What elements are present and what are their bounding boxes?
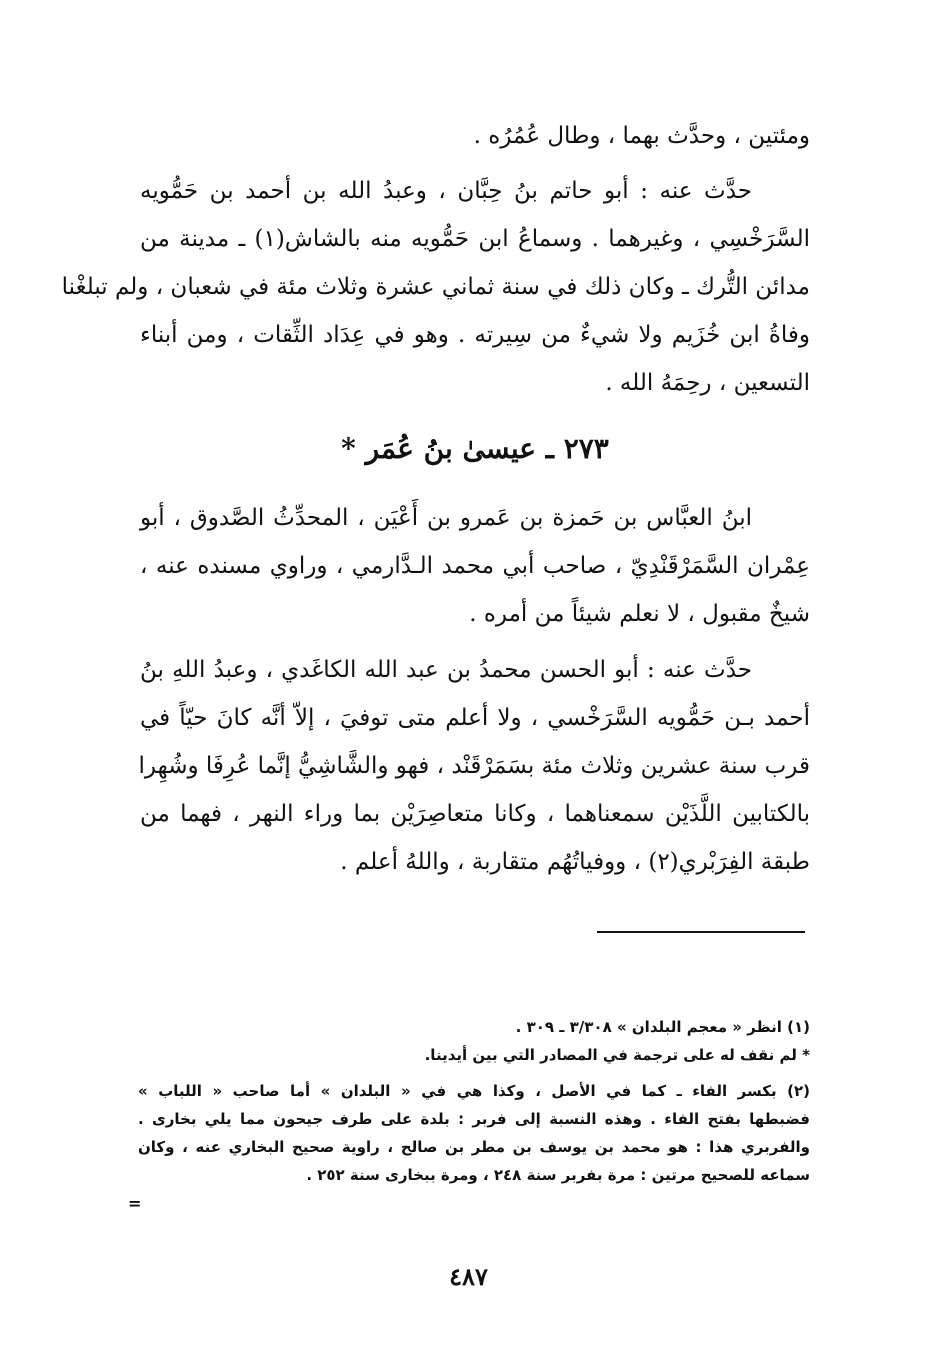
text-line: طبقة الفِرَبْري(٢) ، ووفياتُهُم متقاربة ، واللهُ أعلم . xyxy=(340,849,810,875)
text-line: شيخٌ مقبول ، لا نعلم شيئاً من أمره . xyxy=(469,601,810,627)
paragraph-biography xyxy=(140,494,810,638)
footnotes xyxy=(138,1013,810,1189)
footnote-2-line: (٢) بكسر الفاء ـ كما في الأصل ، وكذا هي في « البلدان » أما صاحب « اللباب » xyxy=(138,1082,810,1100)
footnote-2-line: فضبطها بفتح الفاء . وهذه النسبة إلى فربر : بلدة على طرف جيحون مما يلي بخارى . xyxy=(138,1110,810,1128)
text-line: ومئتين ، وحدَّث بهما ، وطال عُمُرُه . xyxy=(473,123,810,149)
text-line: حدَّث عنه : أبو حاتم بنُ حِبَّان ، وعبدُ الله بن أحمد بن حَمُّويه xyxy=(140,178,752,204)
paragraph-continuation xyxy=(140,112,810,160)
text-line: السَّرَخْسِي ، وغيرهما . وسماعُ ابن حَمُّويه منه بالشاش(١) ـ مدينة من xyxy=(140,226,810,252)
text-line: أحمد بـن حَمُّويه السَّرَخْسي ، ولا أعلم متى توفيَ ، إلاّ أنَّه كانَ حيّاً في xyxy=(140,705,810,731)
footnote-2-line: والفربري هذا : هو محمد بن يوسف بن مطر بن صالح ، راوية صحيح البخاري عنه ، وكان xyxy=(138,1138,810,1156)
footnote-continuation-mark: = xyxy=(128,1194,142,1213)
text-line: ابنُ العبَّاس بن حَمزة بن عَمرو بن أَعْيَن ، المحدِّثُ الصَّدوق ، أبو xyxy=(140,505,752,531)
footnote-star: * لم نقف له على ترجمة في المصادر التي بين أيدينا. xyxy=(424,1046,810,1064)
footnote-2-line: سماعه للصحيح مرتين : مرة بفربر سنة ٢٤٨ ، ومرة ببخارى سنة ٢٥٢ . xyxy=(306,1166,810,1184)
page-number: ٤٨٧ xyxy=(449,1262,488,1291)
text-line: حدَّث عنه : أبو الحسن محمدُ بن عبد الله الكاغَدي ، وعبدُ اللهِ بنُ xyxy=(140,657,752,683)
text-line: بالكتابين اللَّذَيْن سمعناهما ، وكانا متعاصِرَيْن بما وراء النهر ، فهما من xyxy=(140,801,810,827)
paragraph-narrators xyxy=(61,167,810,407)
text-line: مدائن التُّرك ـ وكان ذلك في سنة ثماني عشرة وثلاث مئة في شعبان ، ولم تبلغْنا xyxy=(61,274,810,300)
text-line: التسعين ، رحِمَهُ الله . xyxy=(605,370,810,396)
text-line: وفاةُ ابن خُزَيم ولا شيءٌ من سِيرته . وهو في عِدَاد الثِّقات ، ومن أبناء xyxy=(140,322,810,348)
footnote-1: (١) انظر « معجم البلدان » ٣/٣٠٨ ـ ٣٠٩ . xyxy=(515,1018,810,1036)
entry-heading: ٢٧٣ ـ عيسىٰ بنُ عُمَر * xyxy=(341,432,609,465)
text-line: قرب سنة عشرين وثلاث مئة بسَمَرْقَنْد ، فهو والشَّاشِيُّ إنَّما عُرِفَا وشُهِرا xyxy=(138,753,810,779)
paragraph-narrated-from xyxy=(140,646,810,886)
text-line: عِمْران السَّمَرْقَنْدِيّ ، صاحب أبي محمد الـدَّارمي ، وراوي مسنده عنه ، xyxy=(140,553,810,579)
footnote-separator xyxy=(597,931,805,933)
